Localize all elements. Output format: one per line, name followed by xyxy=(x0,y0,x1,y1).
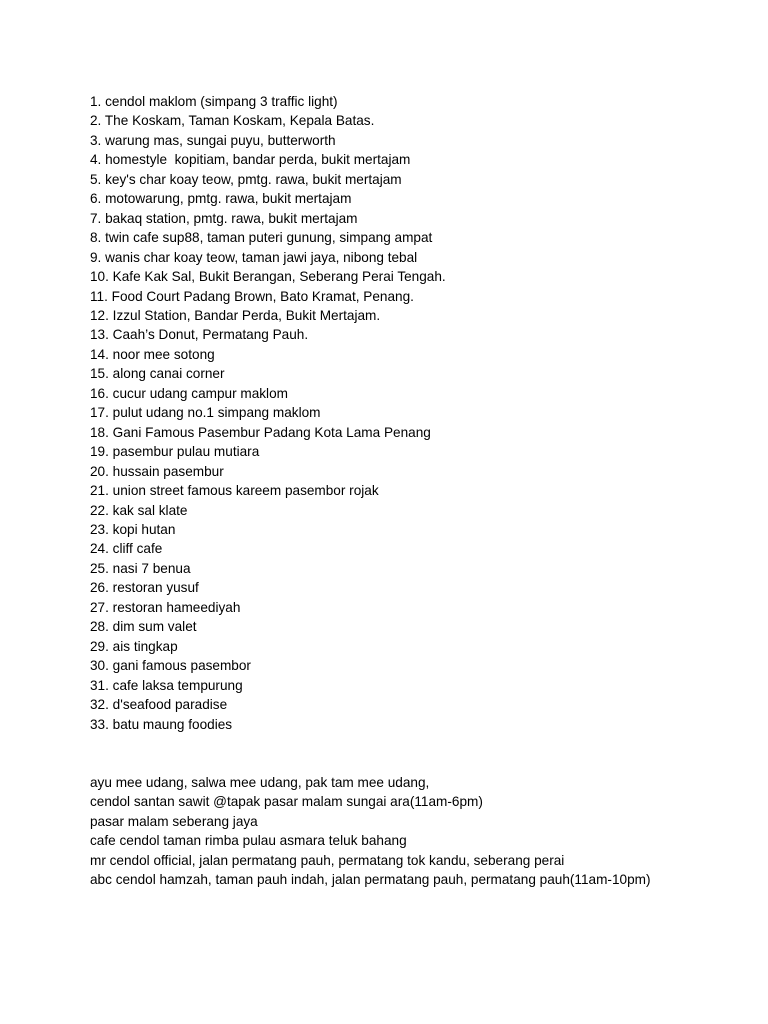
list-item: 17. pulut udang no.1 simpang maklom xyxy=(90,405,321,421)
list-item: 13. Caah’s Donut, Permatang Pauh. xyxy=(90,327,309,343)
document-content xyxy=(90,92,750,890)
list-item: 14. noor mee sotong xyxy=(90,346,215,362)
note-line: cendol santan sawit @tapak pasar malam sungai ara(11am-6pm) xyxy=(90,794,483,810)
list-item: 15. along canai corner xyxy=(90,366,225,382)
note-line: cafe cendol taman rimba pulau asmara teluk bahang xyxy=(90,833,407,849)
list-item: 3. warung mas, sungai puyu, butterworth xyxy=(90,132,336,148)
list-item: 16. cucur udang campur maklom xyxy=(90,385,288,401)
list-item: 23. kopi hutan xyxy=(90,521,176,537)
numbered-list xyxy=(90,92,750,734)
list-item: 5. key's char koay teow, pmtg. rawa, bukit mertajam xyxy=(90,171,402,187)
note-line: pasar malam seberang jaya xyxy=(90,813,258,829)
list-item: 12. Izzul Station, Bandar Perda, Bukit Mertajam. xyxy=(90,307,381,323)
notes-section xyxy=(90,773,750,890)
list-item: 30. gani famous pasembor xyxy=(90,658,251,674)
list-item: 8. twin cafe sup88, taman puteri gunung, simpang ampat xyxy=(90,230,433,246)
list-item: 24. cliff cafe xyxy=(90,541,163,557)
list-item: 7. bakaq station, pmtg. rawa, bukit mertajam xyxy=(90,210,358,226)
list-item: 19. pasembur pulau mutiara xyxy=(90,444,260,460)
list-item: 21. union street famous kareem pasembor rojak xyxy=(90,483,379,499)
list-item: 32. d'seafood paradise xyxy=(90,697,228,713)
list-item: 4. homestyle kopitiam, bandar perda, bukit mertajam xyxy=(90,152,411,168)
list-item: 22. kak sal klate xyxy=(90,502,188,518)
list-item: 1. cendol maklom (simpang 3 traffic light) xyxy=(90,94,338,109)
list-item: 25. nasi 7 benua xyxy=(90,560,191,576)
note-line: abc cendol hamzah, taman pauh indah, jalan permatang pauh, permatang pauh(11am-10pm) xyxy=(90,872,651,888)
note-line: mr cendol official, jalan permatang pauh, permatang tok kandu, seberang perai xyxy=(90,852,565,868)
list-item: 27. restoran hameediyah xyxy=(90,599,241,615)
list-item: 6. motowarung, pmtg. rawa, bukit mertajam xyxy=(90,191,352,207)
list-item: 26. restoran yusuf xyxy=(90,580,199,596)
list-item: 2. The Koskam, Taman Koskam, Kepala Batas. xyxy=(90,113,375,129)
list-item: 29. ais tingkap xyxy=(90,638,178,654)
list-item: 9. wanis char koay teow, taman jawi jaya, nibong tebal xyxy=(90,249,418,265)
list-item: 28. dim sum valet xyxy=(90,619,197,635)
list-item: 11. Food Court Padang Brown, Bato Kramat, Penang. xyxy=(90,288,414,304)
list-item: 18. Gani Famous Pasembur Padang Kota Lama Penang xyxy=(90,424,431,440)
list-item: 33. batu maung foodies xyxy=(90,716,233,732)
list-item: 20. hussain pasembur xyxy=(90,463,224,479)
list-item: 31. cafe laksa tempurung xyxy=(90,677,243,693)
note-line: ayu mee udang, salwa mee udang, pak tam mee udang, xyxy=(90,774,430,790)
list-item: 10. Kafe Kak Sal, Bukit Berangan, Seberang Perai Tengah. xyxy=(90,269,446,285)
